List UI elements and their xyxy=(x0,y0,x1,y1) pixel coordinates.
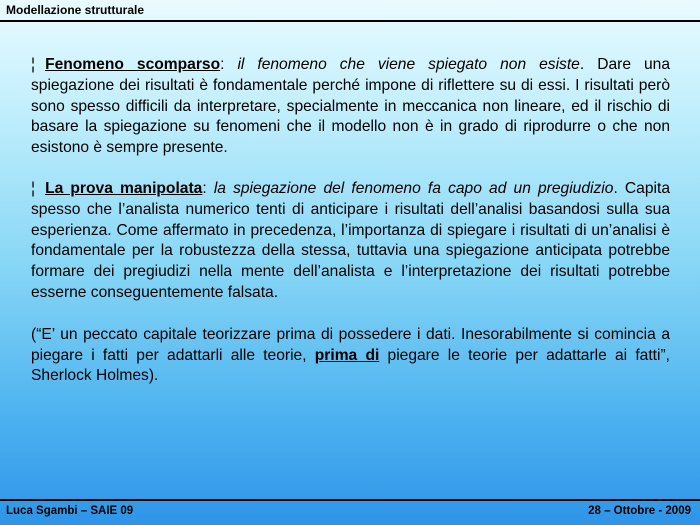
bullet-icon: ¦ xyxy=(31,179,36,197)
slide-header-title: Modellazione strutturale xyxy=(6,3,145,17)
term-fenomeno-scomparso: Fenomeno scomparso xyxy=(45,56,221,73)
header-divider xyxy=(0,20,700,22)
term-prova-manipolata: La prova manipolata xyxy=(45,179,203,197)
footer-divider xyxy=(0,499,700,501)
quote-text-after: piegare le teorie per adattarle ai fatti”, Sherlock Holmes). xyxy=(31,346,671,385)
paragraph-fenomeno-scomparso xyxy=(31,55,670,159)
body-fenomeno-scomparso: . Dare una spiegazione dei risultati è fondamentale perché impone di riflettere su di essi. I risultati però sono spesso difficili da interpretare, specialmente in meccanica non lineare, ed il rischio di basare la spiegazione su fenomeni che il modello non è in grado di riprodurre o che non esistono è sempre presente. xyxy=(31,56,671,157)
term-colon: : xyxy=(202,179,214,197)
footer-date: 28 – Ottobre - 2009 xyxy=(588,505,691,517)
definition-fenomeno-scomparso: il fenomeno che viene spiegato non esiste xyxy=(237,56,580,73)
footer-author: Luca Sgambi – SAIE 09 xyxy=(6,505,134,517)
term-colon: : xyxy=(220,56,238,73)
paragraph-quote-sherlock xyxy=(31,325,670,387)
quote-text-before: (“E’ un peccato capitale teorizzare prima di possedere i dati. Inesorabilmente si comincia a piegare i fatti per adattarli alle teorie, xyxy=(31,325,670,364)
definition-prova-manipolata: la spiegazione del fenomeno fa capo ad un pregiudizio xyxy=(213,179,614,197)
bullet-icon: ¦ xyxy=(31,56,36,73)
body-prova-manipolata: . Capita spesso che l’analista numerico tenti di anticipare i risultati dell’analisi basandosi sulla sua esperienza. Come affermato in precedenza, l’importanza di spiegare i risultati di un’analisi è fondamentale per la robustezza della stessa, tuttavia una spiegazione anticipata potrebbe formare dei pregiudizi nella mente dell’analista e l’interpretazione dei risultati potrebbe esserne conseguentemente falsata. xyxy=(31,179,670,301)
slide-content xyxy=(31,55,670,387)
quote-emphasis: prima di xyxy=(314,346,380,364)
paragraph-prova-manipolata xyxy=(31,179,670,304)
